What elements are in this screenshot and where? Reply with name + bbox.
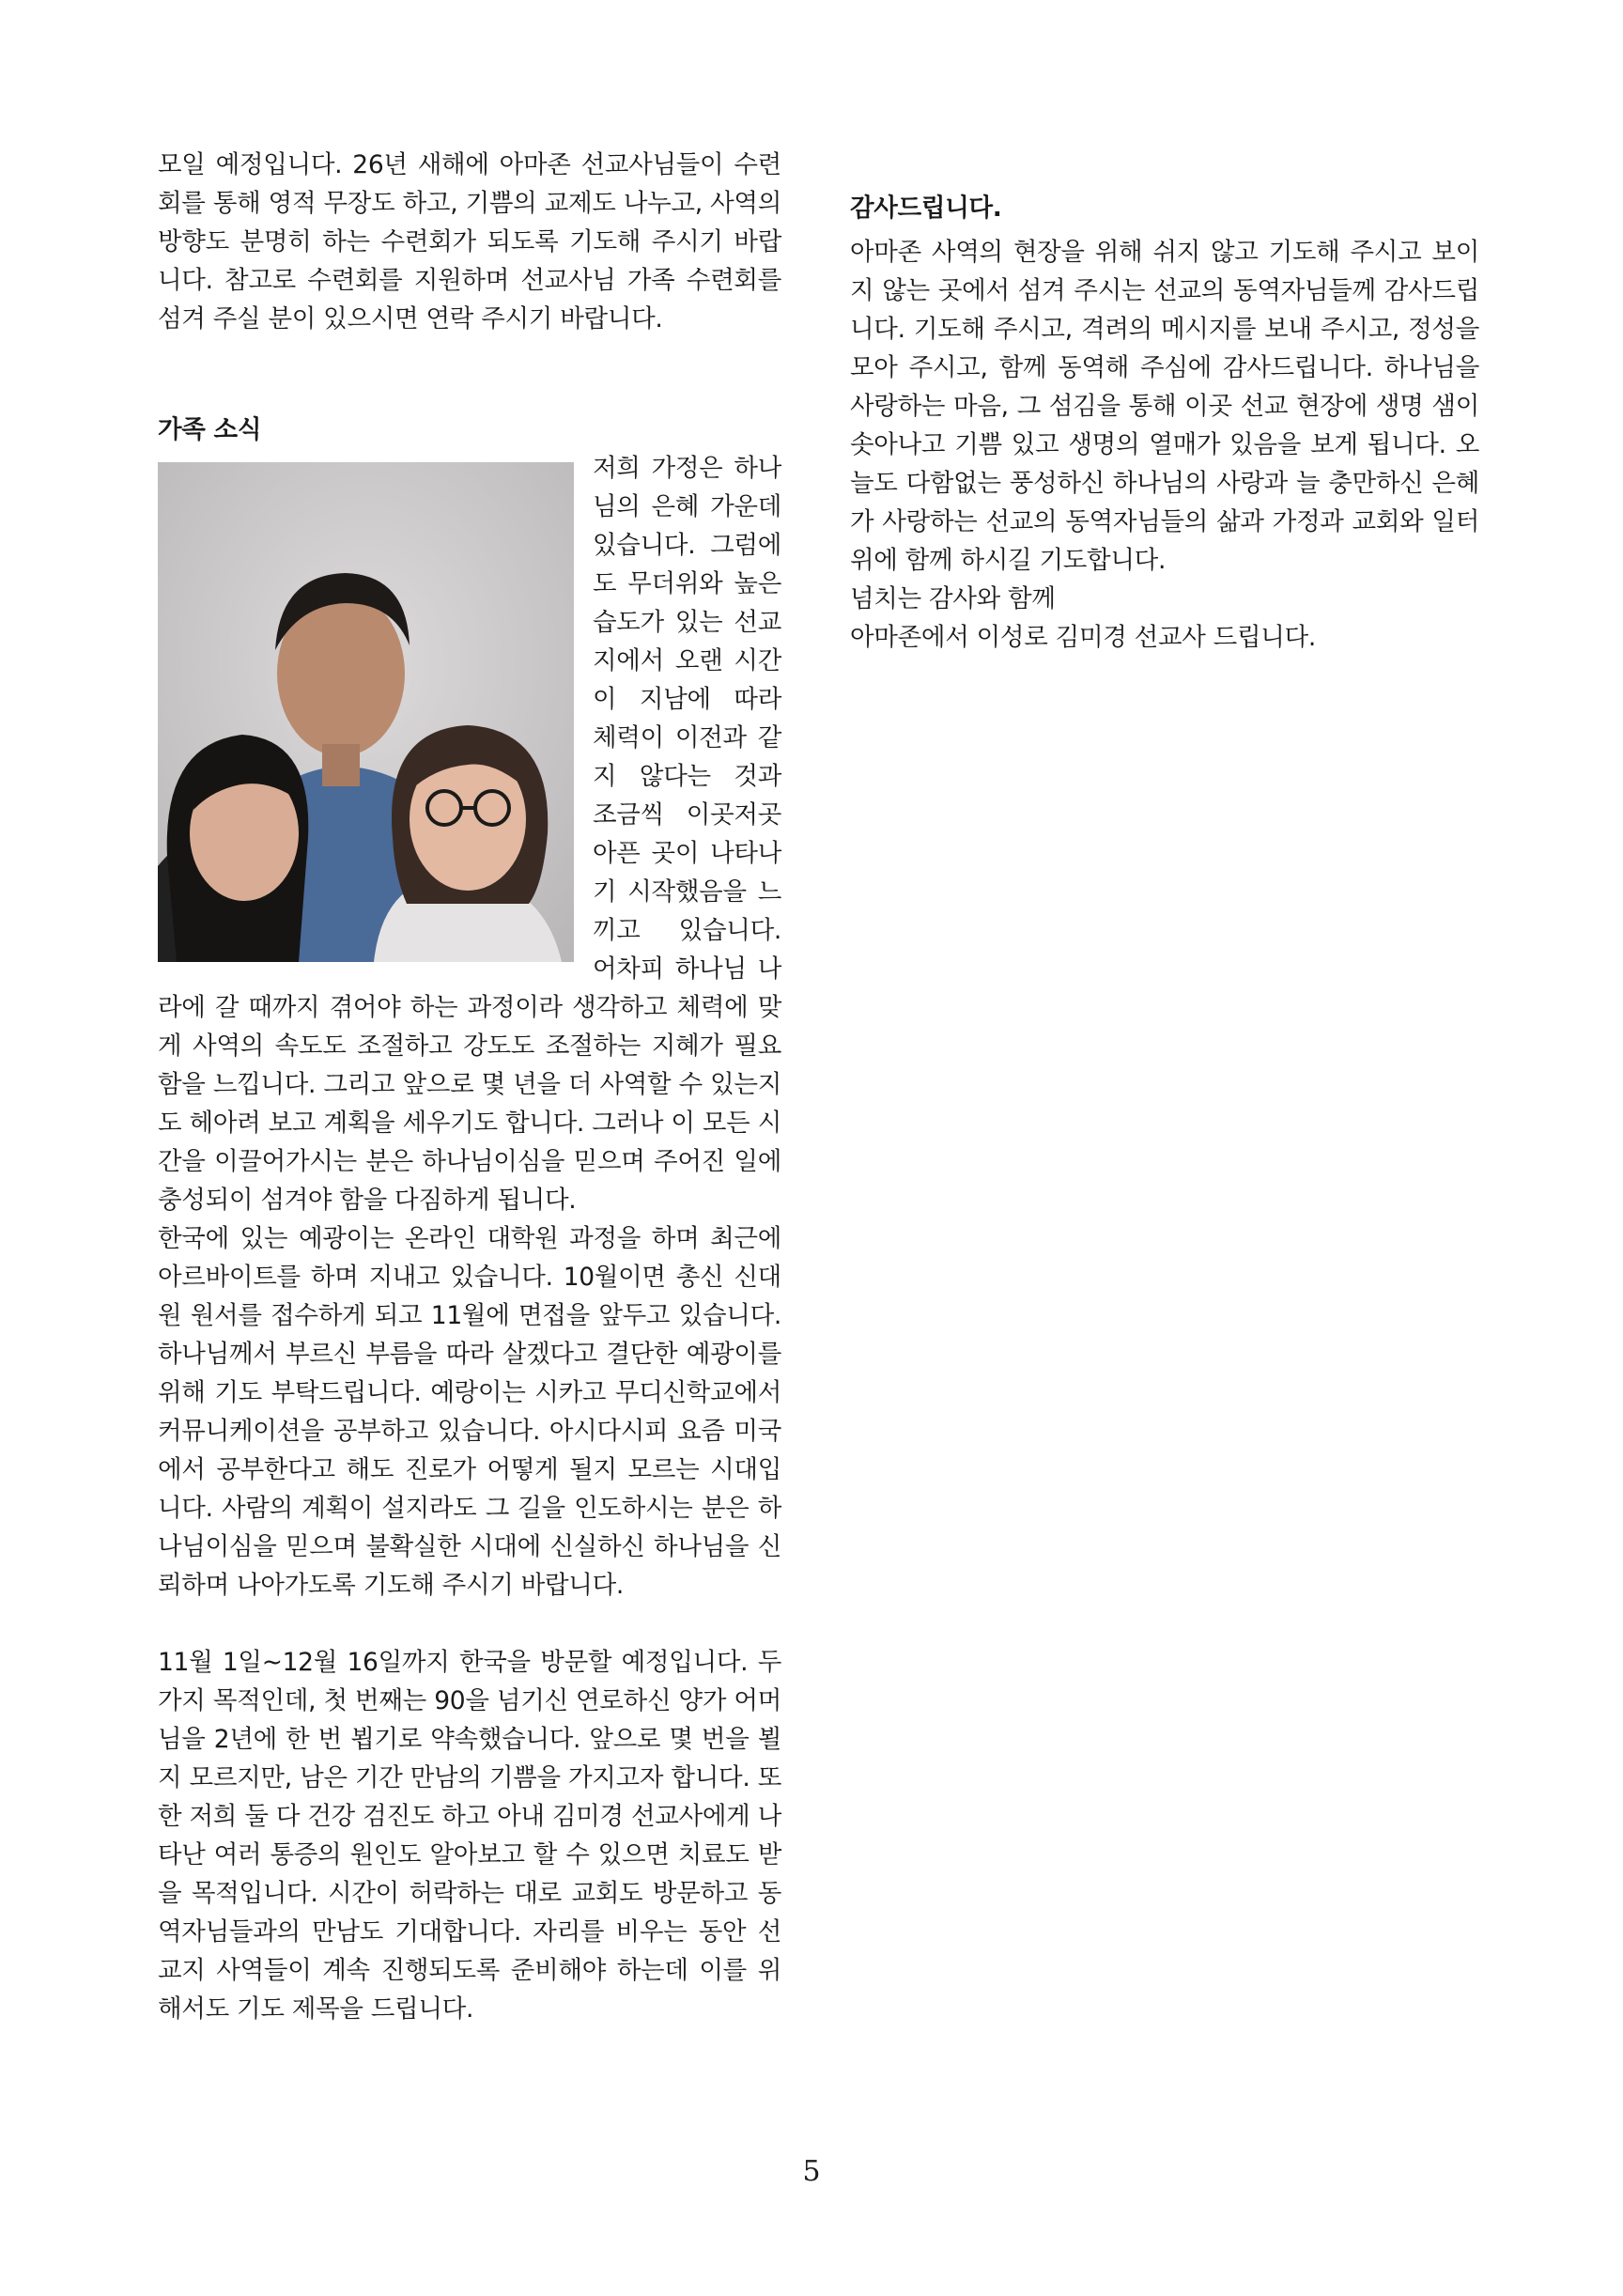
thanks-heading: 감사드립니다. [850,194,1002,223]
korea-visit-paragraph: 11월 1일~12월 16일까지 한국을 방문할 예정입니다. 두 가지 목적인데, 첫 번째는 90을 넘기신 연로하신 양가 어머님을 2년에 한 번 뵙기로 약속했습니다. 앞으로 몇 번을 뵐지 모르지만, 남은 기간 만남의 기쁨을 가지고자 합니다. 또한 저희 둘 다 건강 검진도 하고 아내 김미경 선교사에게 나타난 여러 통증의 원인도 알아보고 할 수 있으면 치료도 받을 목적입니다. 시간이 허락하는 대로 교회도 방문하고 동역자님들과의 만남도 기대합니다. 자리를 비우는 동안 선교지 사역들이 계속 진행되도록 준비해야 하는데 이를 위해서도 기도 제목을 드립니다. [158,1648,781,2024]
left-column [158,146,781,2028]
family-news-paragraph: 저희 가정은 하나님의 은혜 가운데 있습니다. 그럼에도 무더위와 높은 습도가 있는 선교지에서 오랜 시간이 지남에 따라 체력이 이전과 같지 않다는 것과 조금씩 이곳저곳 아픈 곳이 나타나기 시작했음을 느끼고 있습니다. 어차피 하나님 나라에 갈 때까지 겪어야 하는 과정이라 생각하고 체력에 맞게 사역의 속도도 조절하고 강도도 조절하는 지혜가 필요함을 느낍니다. 그리고 앞으로 몇 년을 더 사역할 수 있는지도 헤아려 보고 계획을 세우기도 합니다. 그러나 이 모든 시간을 이끌어가시는 분은 하나님이심을 믿으며 주어진 일에 충성되이 섬겨야 함을 다짐하게 됩니다. [158,454,781,1215]
thanks-paragraph: 아마존 사역의 현장을 위해 쉬지 않고 기도해 주시고 보이지 않는 곳에서 섬겨 주시는 선교의 동역자님들께 감사드립니다. 기도해 주시고, 격려의 메시지를 보내 주시고, 정성을 모아 주시고, 함께 동역해 주심에 감사드립니다. 하나님을 사랑하는 마음, 그 섬김을 통해 이곳 선교 현장에 생명 샘이 솟아나고 기쁨 있고 생명의 열매가 있음을 보게 됩니다. 오늘도 다함없는 풍성하신 하나님의 사랑과 늘 충만하신 은혜가 사랑하는 선교의 동역자님들의 삶과 가정과 교회와 일터 위에 함께 하시길 기도합니다. [850,238,1479,575]
family-news-heading: 가족 소식 [158,415,262,444]
right-column [850,146,1479,657]
family-photo-illustration [158,462,574,962]
closing-line: 넘치는 감사와 함께 [850,584,1056,613]
page-number: 5 [802,2155,821,2188]
spacer [158,1605,781,1643]
spacer [158,338,781,377]
intro-paragraph: 모일 예정입니다. 26년 새해에 아마존 선교사님들이 수련회를 통해 영적 무장도 하고, 기쁨의 교제도 나누고, 사역의 방향도 분명히 하는 수련회가 되도록 기도해 주시기 바랍니다. 참고로 수련회를 지원하며 선교사님 가족 수련회를 섬겨 주실 분이 있으시면 연락 주시기 바랍니다. [158,150,781,334]
signature-line: 아마존에서 이성로 김미경 선교사 드립니다. [850,623,1316,652]
family-photo [158,462,574,962]
children-news-paragraph: 한국에 있는 예광이는 온라인 대학원 과정을 하며 최근에 아르바이트를 하며 지내고 있습니다. 10월이면 총신 신대원 원서를 접수하게 되고 11월에 면접을 앞두고 있습니다. 하나님께서 부르신 부름을 따라 살겠다고 결단한 예광이를 위해 기도 부탁드립니다. 예랑이는 시카고 무디신학교에서 커뮤니케이션을 공부하고 있습니다. 아시다시피 요즘 미국에서 공부한다고 해도 진로가 어떻게 될지 모르는 시대입니다. 사람의 계획이 설지라도 그 길을 인도하시는 분은 하나님이심을 믿으며 불확실한 시대에 신실하신 하나님을 신뢰하며 나아가도록 기도해 주시기 바랍니다. [158,1224,781,1600]
